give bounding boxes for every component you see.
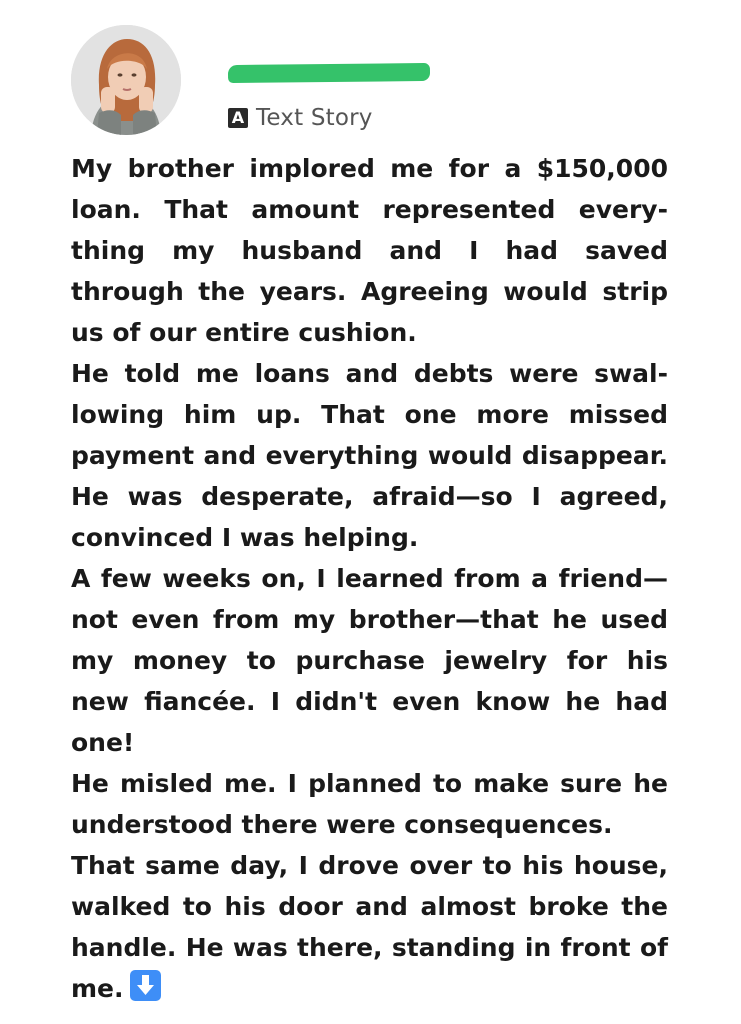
- name-redaction-bar: [228, 63, 430, 83]
- story-body: [71, 148, 668, 1009]
- avatar[interactable]: [71, 25, 181, 135]
- avatar-photo-icon: [71, 25, 181, 135]
- story-type: [228, 102, 373, 134]
- down-arrow-emoji-icon: [130, 970, 161, 1001]
- story-paragraph-2: He told me loans and debts were swallowing him up. That one more missed payment and everything would disappear. He was desperate, afraid—so I agreed, convinced I was helping.: [71, 359, 668, 552]
- story-header: [0, 0, 741, 150]
- story-paragraph-3: A few weeks on, I learned from a friend—not even from my brother—that he used my money to purchase jewelry for his new fiancée. I didn't even know he had one!: [71, 564, 668, 757]
- story-paragraph-5-wrap: [71, 845, 668, 1009]
- story-type-label: Text Story: [256, 105, 373, 131]
- story-paragraph-1: My brother implored me for a $150,000 loan. That amount represented everything my husband and I had saved through the years. Agreeing would strip us of our entire cushion.: [71, 154, 668, 347]
- story-paragraph-4: He misled me. I planned to make sure he understood there were consequences.: [71, 769, 668, 839]
- story-paragraph-5: That same day, I drove over to his house, walked to his door and almost broke the handle. He was there, standing in front of me.: [71, 851, 668, 1003]
- text-story-icon: A: [228, 108, 248, 128]
